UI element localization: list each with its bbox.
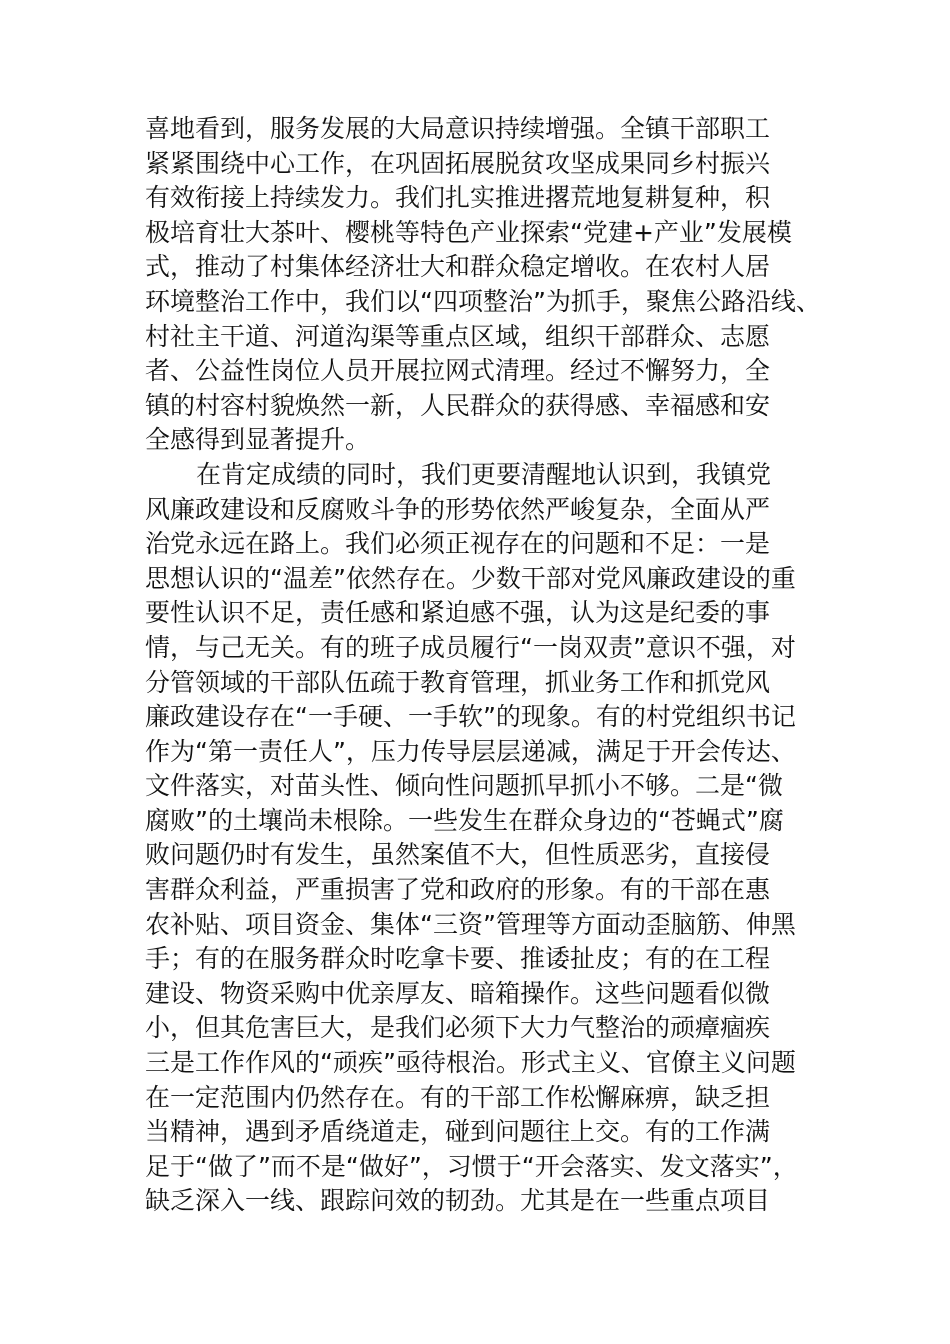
text-line: 紧紧围绕中心工作，在巩固拓展脱贫攻坚成果同乡村振兴 [145,148,771,178]
text-line: 全感得到显著提升。 [145,425,371,455]
text-line: 者、公益性岗位人员开展拉网式清理。经过不懈努力，全 [145,356,771,386]
text-line: 治党永远在路上。我们必须正视存在的问题和不足：一是 [145,529,771,559]
text-line: 思想认识的“温差”依然存在。少数干部对党风廉政建设的重 [145,563,796,593]
text-line: 有效衔接上持续发力。我们扎实推进撂荒地复耕复种，积 [145,183,771,213]
text-line: 当精神，遇到矛盾绕道走，碰到问题往上交。有的工作满 [145,1117,771,1147]
text-line: 村社主干道、河道沟渠等重点区域，组织干部群众、志愿 [145,321,771,351]
body-text [145,112,821,1219]
text-line: 风廉政建设和反腐败斗争的形势依然严峻复杂，全面从严 [145,494,771,524]
text-line: 镇的村容村貌焕然一新，人民群众的获得感、幸福感和安 [145,390,771,420]
text-line: 腐败”的土壤尚未根除。一些发生在群众身边的“苍蝇式”腐 [145,805,784,835]
text-line: 手；有的在服务群众时吃拿卡要、推诿扯皮；有的在工程 [145,944,771,974]
text-line: 廉政建设存在“一手硬、一手软”的现象。有的村党组织书记 [145,702,796,732]
text-line: 环境整治工作中，我们以“四项整治”为抓手，聚焦公路沿线、 [145,286,821,316]
text-line: 喜地看到，服务发展的大局意识持续增强。全镇干部职工 [145,114,771,143]
text-line: 足于“做了”而不是“做好”，习惯于“开会落实、发文落实”， [145,1151,798,1181]
text-line: 缺乏深入一线、跟踪问效的韧劲。尤其是在一些重点项目 [145,1186,771,1216]
text-line: 式，推动了村集体经济壮大和群众稳定增收。在农村人居 [145,252,771,282]
text-line: 建设、物资采购中优亲厚友、暗箱操作。这些问题看似微 [145,978,771,1008]
text-line: 要性认识不足，责任感和紧迫感不强，认为这是纪委的事 [145,598,771,628]
text-line: 败问题仍时有发生，虽然案值不大，但性质恶劣，直接侵 [145,840,771,870]
text-line: 分管领域的干部队伍疏于教育管理，抓业务工作和抓党风 [145,667,771,697]
text-line: 小，但其危害巨大，是我们必须下大力气整治的顽瘴痼疾 [145,1013,771,1043]
text-line: 农补贴、项目资金、集体“三资”管理等方面动歪脑筋、伸黑 [145,909,796,939]
text-line: 作为“第一责任人”，压力传导层层递减，满足于开会传达、 [145,736,796,766]
paragraph-start-line: 在肯定成绩的同时，我们更要清醒地认识到，我镇党 [196,459,772,489]
text-line: 害群众利益，严重损害了党和政府的形象。有的干部在惠 [145,875,771,905]
text-line: 情，与己无关。有的班子成员履行“一岗双责”意识不强，对 [145,632,796,662]
text-line: 在一定范围内仍然存在。有的干部工作松懈麻痹，缺乏担 [145,1082,771,1112]
text-line: 文件落实，对苗头性、倾向性问题抓早抓小不够。二是“微 [145,771,783,801]
text-line: 极培育壮大茶叶、樱桃等特色产业探索“党建+产业”发展模 [145,217,792,247]
text-line: 三是工作作风的“顽疾”亟待根治。形式主义、官僚主义问题 [145,1048,796,1078]
